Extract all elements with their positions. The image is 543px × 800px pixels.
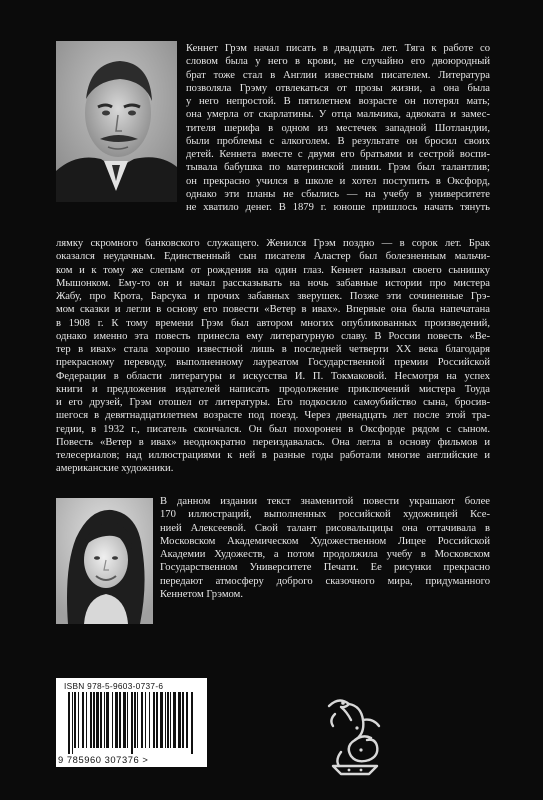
barcode-bar [90, 692, 92, 748]
text-line: прекрасному переводу, выполненному лауреатом Государственной премии Российской [56, 357, 490, 369]
barcode-bar [160, 692, 163, 748]
text-line: книги и предложения издателей написать продолжение приключений мистера Тоуда [56, 383, 490, 395]
text-line: оказался неудачным. Единственный сын писателя Аластер был болезненным мальчи- [56, 251, 490, 263]
text-line: телесериалов; над иллюстрациями к ней в разные годы работали многие английские и [56, 450, 490, 461]
text-line: Жабу, про Крота, Барсука и прочих забавных зверушек. Позже эти сочиненные Грэ- [56, 291, 490, 302]
text-line: 170 иллюстраций, выполненных российской художницей Ксе- [160, 509, 490, 521]
barcode-bar [191, 692, 193, 754]
text-line: Повесть «Ветер в ивах» неоднократно переиздавалась. Она легла в основу фильмов и [56, 436, 490, 448]
text-line: Академии Художеств, а потом продолжила учебу в Московском [160, 549, 490, 560]
text-line: Государственном Университете Печати. Ее рисунки прекрасно [160, 562, 490, 574]
text-line: тер в ивах» стала хорошо известной лишь в последней четверти XX века благодаря [56, 344, 490, 355]
barcode-bar [178, 692, 181, 748]
text-line: Федерации в области литературы и искусства И. П. Токмаковой. Несмотря на успех [56, 370, 490, 382]
author-portrait [56, 41, 177, 202]
text-line: нией Алексеевой. Свой талант рисовальщицы она оттачивала в [160, 522, 490, 534]
text-line: лямку скромного банковского служащего. Женился Грэм поздно — в сорок лет. Брак [56, 238, 490, 249]
barcode-bar [68, 692, 70, 754]
barcode-bar [173, 692, 176, 748]
barcode-bar [119, 692, 121, 748]
barcode-bar [149, 692, 150, 748]
text-line: тывала бабушка по материнской линии. Грэм был талантлив; [186, 162, 490, 174]
text-line: Московском Академическом Художественном Лицее Российской [160, 535, 490, 547]
barcode-bar [170, 692, 171, 748]
text-line: брат тоже стал в Англии известным писателем. Литература [186, 69, 490, 81]
biography-main [56, 237, 490, 476]
barcode-bar [104, 692, 105, 748]
barcode-bar [106, 692, 109, 748]
text-line: В данном издании текст знаменитой повести украшают более [160, 496, 490, 507]
barcode-bar [153, 692, 155, 748]
text-line: она умерла от скарлатины. У отца мальчика, адвоката и замес- [186, 109, 490, 121]
text-line: американские художники. [56, 463, 174, 475]
barcode-bar [74, 692, 76, 748]
barcode-bar [93, 692, 95, 748]
text-line: Кеннетом Грэмом. [160, 588, 243, 600]
barcode-bar [100, 692, 102, 748]
text-line: не хватило денег. В 1879 г. юноше пришлось начать тянуть [186, 202, 490, 213]
barcode-bar [115, 692, 118, 748]
barcode-bar [127, 692, 128, 748]
barcode-bar [141, 692, 143, 748]
barcode-bar [137, 692, 138, 748]
barcode-bar [96, 692, 99, 748]
isbn-barcode-block [56, 678, 207, 767]
illustrator-note [160, 495, 490, 601]
barcode [66, 692, 198, 754]
text-line: словом была у него в крови, не случайно его двоюродный [186, 56, 490, 68]
text-line: детей. Кеннета вместе с двумя его братьями и сестрой воспи- [186, 149, 490, 160]
text-line: он прекрасно учился в школе и хотел поступить в Оксфорд, [186, 175, 490, 187]
dragon-logo-icon [321, 694, 387, 778]
text-line: ком и к тому же слепым от рождения на один глаз. Кеннет называл своего сынишку [56, 264, 490, 276]
barcode-bar [145, 692, 146, 748]
text-line: шегося в девятнадцатилетнем возрасте под поезд. Через двенадцать лет после этой тра- [56, 410, 490, 422]
barcode-bar [82, 692, 84, 748]
barcode-bar [123, 692, 126, 748]
barcode-bar [165, 692, 166, 748]
isbn-digits: 9 785960 307376 > [58, 754, 149, 765]
barcode-bar [72, 692, 73, 754]
text-line: и его друзей, Грэм отошел от литературы. Его подкосило самоубийство сына, бросив- [56, 397, 490, 408]
text-line: Мышонком. Ему-то он и начал рассказывать на ночь забавные истории про мистера [56, 277, 490, 289]
text-line: позволяла Грэму отвлекаться от прозы жизни, а она была [186, 82, 490, 94]
text-line: у него непростой. В пятилетнем возрасте он потерял мать; [186, 96, 490, 107]
text-line: в 1908 г. К тому времени Грэм был автором многих опубликованных произведений, [56, 317, 490, 329]
text-line: передают атмосферу доброго сказочного мира, придуманного [160, 575, 490, 587]
biography-intro [186, 42, 490, 214]
barcode-bar [167, 692, 169, 748]
barcode-bar [131, 692, 133, 754]
text-line: были проблемы с алкоголем. В результате он бросил своих [186, 135, 490, 147]
barcode-bar [186, 692, 188, 748]
text-line: однако эти планы не сбылись — на учебу в университете [186, 188, 490, 200]
illustrator-portrait [56, 498, 153, 624]
isbn-label: ISBN 978-5-9603-0737-6 [64, 681, 164, 691]
text-line: мом сказки и легли в основу его повести «Ветер в ивах». Впервые она была напечатана [56, 304, 490, 316]
barcode-bar [112, 692, 113, 748]
text-line: Кеннет Грэм начал писать в двадцать лет. Тяга к работе со [186, 43, 490, 54]
barcode-bar [182, 692, 184, 748]
barcode-bar [86, 692, 87, 748]
barcode-bar [78, 692, 79, 748]
barcode-bar [156, 692, 158, 748]
barcode-bar [134, 692, 136, 748]
text-line: гедии, в 1932 г., писатель скончался. Он был похоронен в Оксфорде рядом с сыном. [56, 423, 490, 435]
text-line: тителя шерифа в одном из местечек западной Шотландии, [186, 122, 490, 134]
text-line: однако именно эта повесть принесла ему литературную славу. В России повесть «Ве- [56, 330, 490, 342]
